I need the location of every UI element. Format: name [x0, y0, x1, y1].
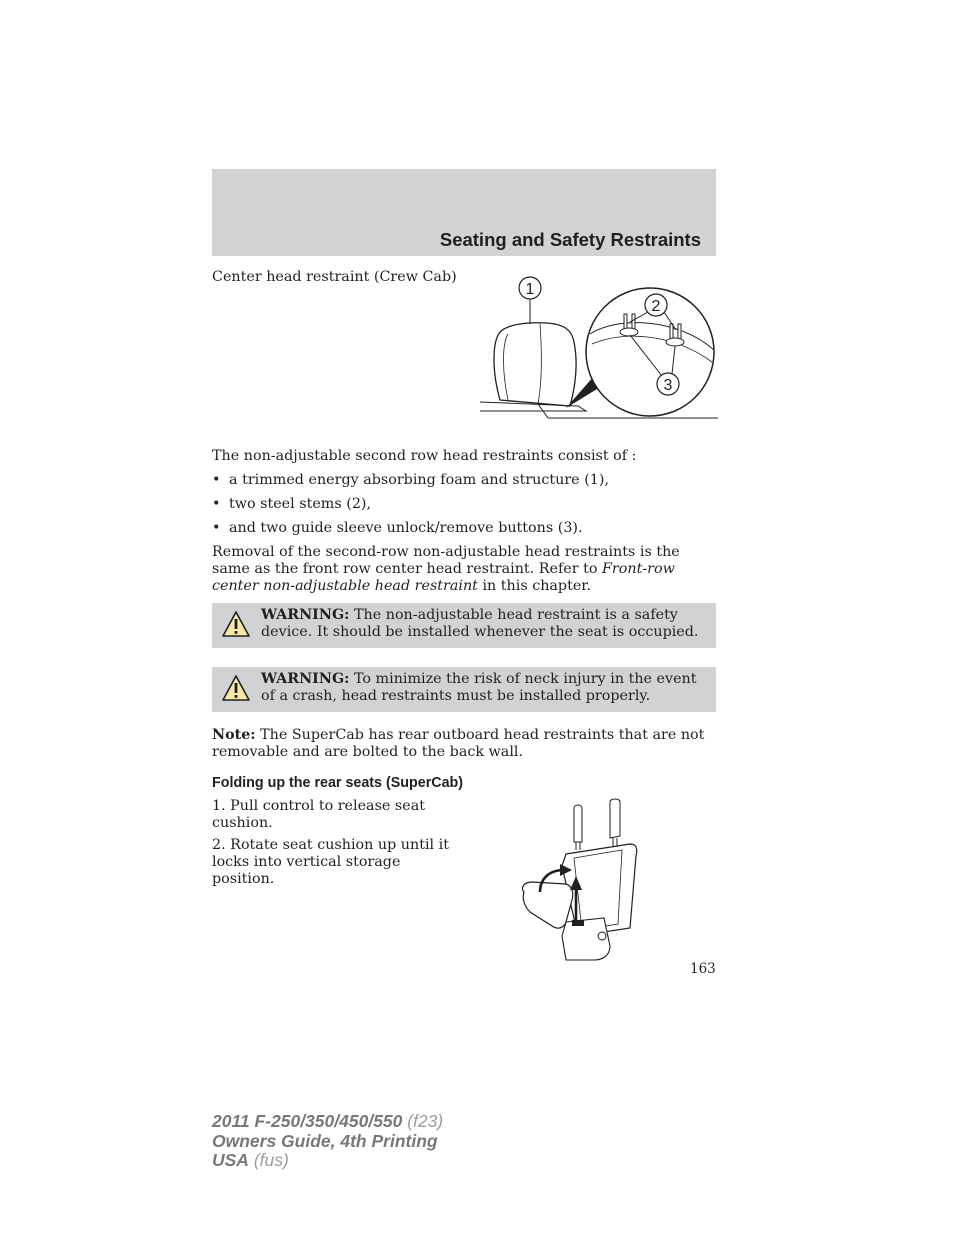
warning-triangle-icon — [221, 674, 251, 702]
list-item: • two steel stems (2), — [212, 496, 609, 520]
intro-text: The non-adjustable second row head restraints consist of : — [212, 448, 637, 464]
list-item: • a trimmed energy absorbing foam and structure (1), — [212, 472, 609, 496]
figure-caption: Center head restraint (Crew Cab) — [212, 269, 457, 285]
warning-box — [212, 667, 716, 712]
warning-text: WARNING: To minimize the risk of neck injury in the event of a crash, head restraints must be installed properly. — [261, 671, 697, 704]
section-subheading: Folding up the rear seats (SuperCab) — [212, 775, 464, 791]
warning-box — [212, 603, 716, 648]
warning-triangle-icon — [221, 610, 251, 638]
step-1-text: 1. Pull control to release seat cushion. — [212, 798, 425, 831]
list-item: • and two guide sleeve unlock/remove buttons (3). — [212, 520, 609, 544]
callout-1-label: 1 — [525, 281, 535, 298]
warning-text: WARNING: The non-adjustable head restraint is a safety device. It should be installed whenever the seat is occupied. — [261, 607, 699, 640]
step-2-text: 2. Rotate seat cushion up until it locks into vertical storage position. — [212, 837, 449, 887]
document-footer: 2011 F-250/350/450/550 (f23) Owners Guide, 4th Printing USA (fus) — [212, 1111, 444, 1170]
note-paragraph: Note: The SuperCab has rear outboard head restraints that are not removable and are bolted to the back wall. — [212, 727, 705, 760]
section-header-band — [212, 169, 716, 256]
section-title: Seating and Safety Restraints — [439, 229, 701, 250]
removal-paragraph: Removal of the second-row non-adjustable head restraints is the same as the front row center head restraint. Refer to Front-row center non-adjustable head restraint in this chapter. — [212, 544, 680, 594]
rear-seat-fold-illustration — [518, 796, 644, 962]
callout-2-label: 2 — [651, 298, 661, 315]
head-restraint-illustration — [478, 272, 718, 422]
callout-3-label: 3 — [663, 377, 673, 394]
page-number: 163 — [690, 961, 716, 977]
component-list — [212, 472, 609, 544]
cross-reference: Front-row center non-adjustable head restraint — [212, 560, 675, 594]
